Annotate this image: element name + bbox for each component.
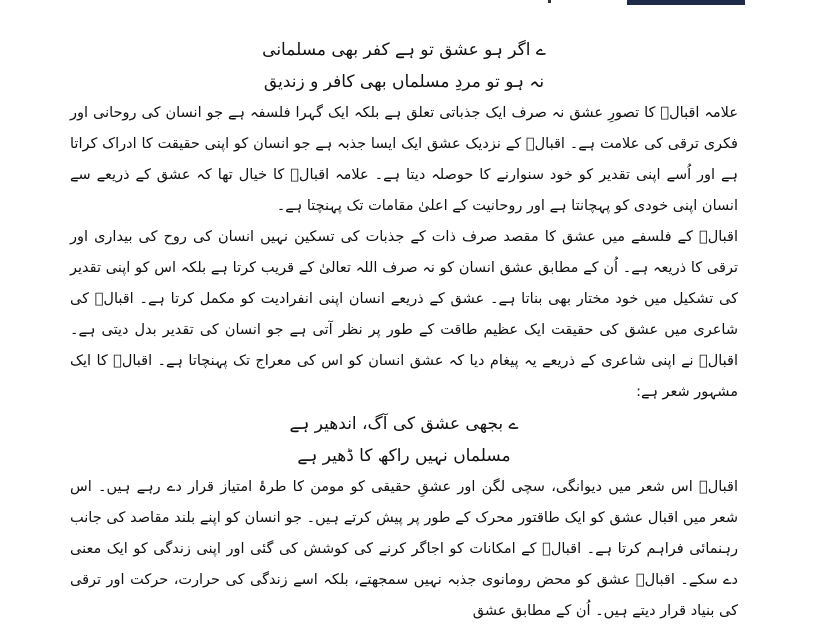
document-page — [70, 34, 738, 627]
verse-couplet-2 — [70, 408, 738, 472]
verse-line: ے بجھی عشق کی آگ، اندھیر ہے — [289, 414, 519, 434]
paragraph: علامہ اقبالؒ کا تصورِ عشق نہ صرف ایک جذباتی تعلق ہے بلکہ ایک گہرا فلسفہ ہے جو انسان کی روحانی اور فکری ترقی کی علامت ہے۔ اقبالؒ کے نزدیک عشق ایک ایسا جذبہ ہے جو انسان کو اپنی حقیقت کا ادراک کراتا ہے اور اُسے اپنی تقدیر کو خود سنوارنے کا حوصلہ دیتا ہے۔ علامہ اقبالؒ کا خیال تھا کہ عشق کے ذریعے سے انسان اپنی خودی کو پہچانتا ہے اور روحانیت کے اعلیٰ مقامات تک پہنچتا ہے۔ — [70, 105, 738, 214]
verse-couplet-1 — [70, 34, 738, 98]
verse-line: مسلماں نہیں راکھ کا ڈھیر ہے — [297, 446, 511, 466]
paragraph: اقبالؒ اس شعر میں دیوانگی، سچی لگن اور عشقِ حقیقی کو مومن کا طرۂ امتیاز قرار دے رہے ہیں۔ اس شعر میں اقبال عشق کو ایک طاقتور محرک کے طور پر پیش کرتے ہیں۔ جو انسان کو اپنے بلند مقاصد کی جانب رہنمائی فراہم کرتا ہے۔ اقبالؒ کے امکانات کو اجاگر کرنے کی کوشش کی گئی اور اپنی زندگی کو ایک معنی دے سکے۔ اقبالؒ عشق کو محض رومانوی جذبہ نہیں سمجھتے، بلکہ اسے زندگی کی حرارت، حرکت اور ترقی کی بنیاد قرار دیتے ہیں۔ اُن کے مطابق عشق — [70, 479, 738, 619]
verse-line: نہ ہو تو مردِ مسلماں بھی کافر و زندیق — [263, 72, 545, 92]
verse-line: ے اگر ہو عشق تو ہے کفر بھی مسلمانی — [262, 40, 546, 60]
header-image-strip — [627, 0, 745, 5]
top-mark — [548, 0, 551, 3]
paragraph: اقبالؒ کے فلسفے میں عشق کا مقصد صرف ذات کے جذبات کی تسکین نہیں انسان کی روح کی بیداری اور ترقی کا ذریعہ ہے۔ اُن کے مطابق عشق انسان کو نہ صرف اللہ تعالیٰ کے قریب کرتا ہے بلکہ اس کو اپنی تقدیر کی تشکیل میں خود مختار بھی بناتا ہے۔ عشق کے ذریعے انسان اپنی انفرادیت کو مکمل کرتا ہے۔ اقبالؒ کی شاعری میں عشق کی حقیقت ایک عظیم طاقت کے طور پر نظر آتی ہے جو انسان کی تقدیر بدل دیتی ہے۔ اقبالؒ نے اپنی شاعری کے ذریعے یہ پیغام دیا کہ عشق انسان کو اس کی معراج تک پہنچاتا ہے۔ اقبالؒ کا ایک مشہور شعر ہے: — [70, 229, 738, 400]
